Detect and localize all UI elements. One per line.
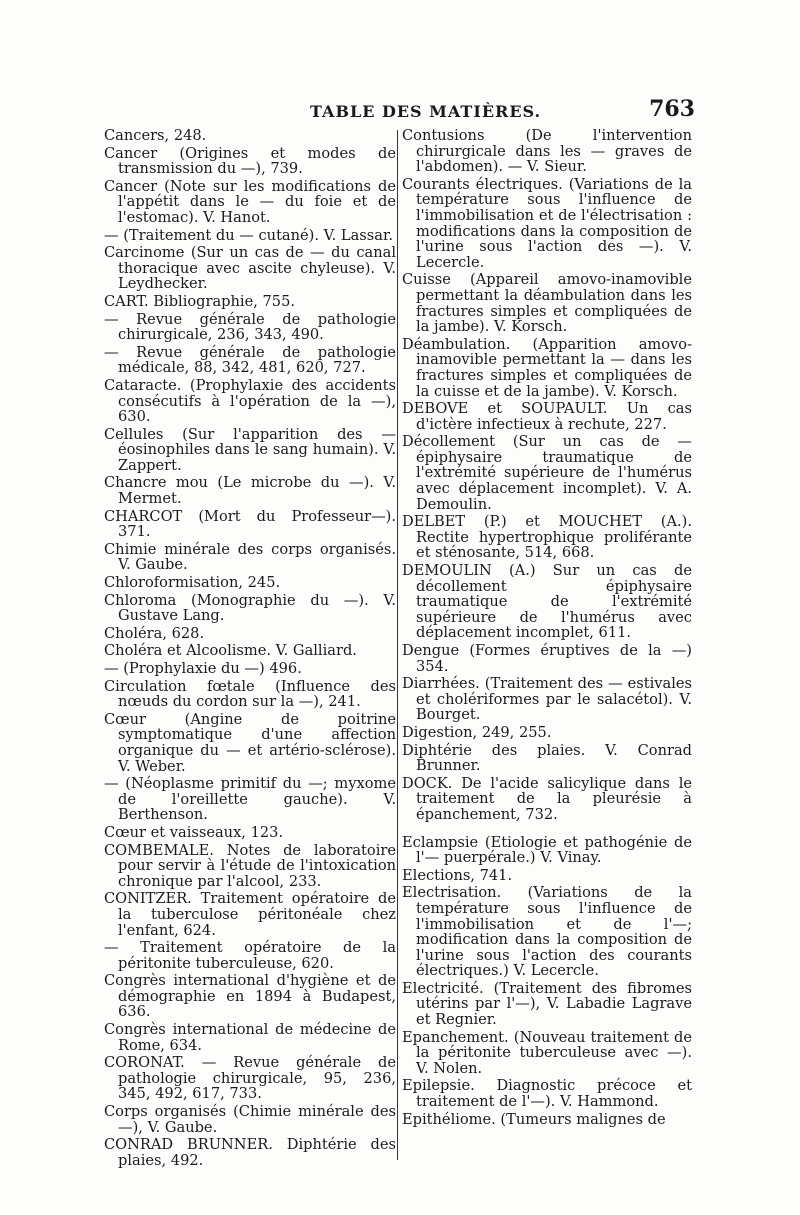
index-entry: Electrisation. (Variations de la température sous l'influence de l'immobilisation et de l'—; modification dans la composition de l'urine sous l'action des courants électriques.) V. Lecercle. xyxy=(402,884,692,980)
index-entry: CORONAT. — Revue générale de pathologie chirurgicale, 95, 236, 345, 492, 617, 733. xyxy=(104,1054,396,1103)
index-entry: Electricité. (Traitement des fibromes utérins par l'—), V. Labadie Lagrave et Regnier. xyxy=(402,979,692,1029)
index-entry: Elections, 741. xyxy=(402,866,513,884)
index-entry: Epithéliome. (Tumeurs malignes de xyxy=(402,1110,666,1128)
index-entry: Cœur (Angine de poitrine symptomatique d'une affection organique du — et artério-sclérose). V. Weber. xyxy=(104,710,396,775)
index-entry: Cancers, 248. xyxy=(104,127,207,144)
index-entry: Chancre mou (Le microbe du —). V. Mermet. xyxy=(104,474,396,508)
index-entry: CONRAD BRUNNER. Diphtérie des plaies, 492. xyxy=(104,1136,396,1169)
left-column xyxy=(104,128,396,1170)
index-entry: CART. Bibliographie, 755. xyxy=(104,292,295,310)
index-entry: DEMOULIN (A.) Sur un cas de décollement épiphysaire traumatique de l'extrémité supérieure de l'humérus avec déplacement incomplet, 611. xyxy=(402,562,692,642)
index-entry: Congrès international de médecine de Rome, 634. xyxy=(104,1021,396,1054)
index-entry: Corps organisés (Chimie minérale des —), V. Gaube. xyxy=(104,1103,396,1136)
index-entry: Décollement (Sur un cas de — épiphysaire traumatique de l'extrémité supérieure de l'humérus avec déplacement incomplet). V. A. Demoulin. xyxy=(402,433,692,513)
index-entry: Cataracte. (Prophylaxie des accidents consécutifs à l'opération de la —), 630. xyxy=(104,376,396,426)
page-number: 763 xyxy=(649,96,695,122)
index-entry: Contusions (De l'intervention chirurgicale dans les — graves de l'abdomen). — V. Sieur. xyxy=(402,127,692,176)
index-entry: Carcinome (Sur un cas de — du canal thoracique avec ascite chyleuse). V. Leydhecker. xyxy=(104,244,396,293)
index-entry: Circulation fœtale (Influence des nœuds du cordon sur la —), 241. xyxy=(104,677,396,711)
index-entry: DEBOVE et SOUPAULT. Un cas d'ictère infectieux à rechute, 227. xyxy=(402,400,692,433)
index-entry: CHARCOT (Mort du Professeur—). 371. xyxy=(104,507,396,541)
index-entry: CONITZER. Traitement opératoire de la tuberculose péritonéale chez l'enfant, 624. xyxy=(104,890,396,939)
index-entry: Chloroma (Monographie du —). V. Gustave Lang. xyxy=(104,591,396,625)
index-entry: Dengue (Formes éruptives de la —) 354. xyxy=(402,642,692,675)
index-entry: Cœur et vaisseaux, 123. xyxy=(104,823,284,841)
index-entry: Cuisse (Appareil amovo-inamovible permettant la déambulation dans les fractures simples et compliquées de la jambe). V. Korsch. xyxy=(402,271,692,336)
index-entry: Cancer (Note sur les modifications de l'appétit dans le — du foie et de l'estomac). V. Hanot. xyxy=(104,177,396,226)
index-entry: COMBEMALE. Notes de laboratoire pour servir à l'étude de l'intoxication chronique par l'alcool, 233. xyxy=(104,841,396,890)
column-divider xyxy=(397,130,398,1160)
index-entry: DELBET (P.) et MOUCHET (A.). Rectite hypertrophique proliférante et sténosante, 514, 668. xyxy=(402,513,692,562)
right-column xyxy=(402,128,692,1129)
index-entry: Choléra et Alcoolisme. V. Galliard. xyxy=(104,642,357,660)
index-entry: Courants électriques. (Variations de la température sous l'influence de l'immobilisation et de l'électrisation : modifications dans la composition de l'urine sous l'action des —). V. Lecercle. xyxy=(402,175,692,271)
index-entry: Chloroformisation, 245. xyxy=(104,574,281,592)
index-entry: Diphtérie des plaies. V. Conrad Brunner. xyxy=(402,741,692,775)
index-entry: Epanchement. (Nouveau traitement de la péritonite tuberculeuse avec —). V. Nolen. xyxy=(402,1028,692,1077)
index-entry: Cellules (Sur l'apparition des — éosinophiles dans le sang humain). V. Zappert. xyxy=(104,425,396,474)
index-entry: Cancer (Origines et modes de transmission du —), 739. xyxy=(104,144,396,178)
index-entry: — (Prophylaxie du —) 496. xyxy=(104,660,302,677)
index-entry: Congrès international d'hygiène et de démographie en 1894 à Budapest, 636. xyxy=(104,972,396,1021)
index-entry: Choléra, 628. xyxy=(104,624,205,642)
index-entry: — (Traitement du — cutané). V. Lassar. xyxy=(104,226,393,244)
index-entry: Epilepsie. Diagnostic précoce et traitement de l'—). V. Hammond. xyxy=(402,1077,692,1111)
index-entry: Diarrhées. (Traitement des — estivales et cholériformes par le salacétol). V. Bourget. xyxy=(402,675,692,724)
index-entry: — Traitement opératoire de la péritonite tuberculeuse, 620. xyxy=(104,939,396,972)
index-entry: — Revue générale de pathologie chirurgicale, 236, 343, 490. xyxy=(104,310,396,344)
running-title: TABLE DES MATIÈRES. xyxy=(310,102,542,121)
index-entry: Déambulation. (Apparition amovo-inamovible permettant la — dans les fractures simples et compliquées de la cuisse et de la jambe). V. Korsch. xyxy=(402,335,692,400)
index-entry: Chimie minérale des corps organisés. V. Gaube. xyxy=(104,540,396,574)
index-entry: DOCK. De l'acide salicylique dans le traitement de la pleurésie à épanchement, 732. xyxy=(402,774,692,823)
index-entry: Digestion, 249, 255. xyxy=(402,723,552,741)
page-header xyxy=(100,96,695,126)
index-entry: Eclampsie (Etiologie et pathogénie de l'— puerpérale.) V. Vinay. xyxy=(402,833,692,867)
index-entry: — Revue générale de pathologie médicale, 88, 342, 481, 620, 727. xyxy=(104,343,396,377)
index-entry: — (Néoplasme primitif du —; myxome de l'oreillette gauche). V. Berthenson. xyxy=(104,775,396,824)
